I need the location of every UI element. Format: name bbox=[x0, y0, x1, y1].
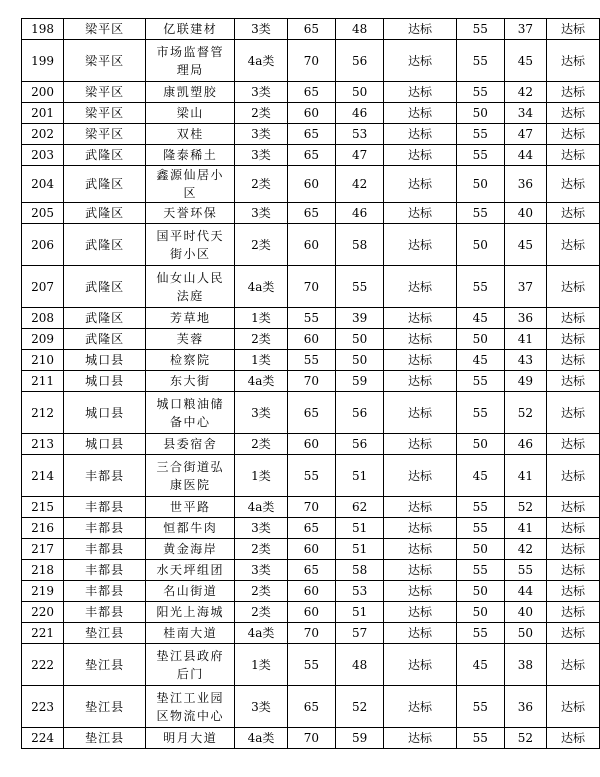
noise-monitoring-table bbox=[21, 18, 600, 749]
site-name-cell: 明月大道 bbox=[146, 728, 235, 749]
district-cell: 城口县 bbox=[64, 371, 146, 392]
day-limit-cell: 65 bbox=[287, 19, 336, 40]
night-value-cell: 50 bbox=[504, 623, 546, 644]
table-row bbox=[22, 455, 600, 497]
site-name-cell: 城口粮油储备中心 bbox=[146, 392, 235, 434]
zone-class-cell: 1类 bbox=[235, 308, 287, 329]
table-row bbox=[22, 82, 600, 103]
night-result-cell: 达标 bbox=[547, 728, 600, 749]
district-cell: 垫江县 bbox=[64, 728, 146, 749]
day-value-cell: 55 bbox=[336, 266, 384, 308]
day-value-cell: 52 bbox=[336, 686, 384, 728]
day-value-cell: 48 bbox=[336, 19, 384, 40]
district-cell: 武隆区 bbox=[64, 266, 146, 308]
district-cell: 武隆区 bbox=[64, 166, 146, 203]
night-value-cell: 47 bbox=[504, 124, 546, 145]
site-name-cell: 县委宿舍 bbox=[146, 434, 235, 455]
day-value-cell: 51 bbox=[336, 602, 384, 623]
night-value-cell: 44 bbox=[504, 581, 546, 602]
night-limit-cell: 50 bbox=[456, 103, 504, 124]
night-value-cell: 37 bbox=[504, 19, 546, 40]
table-row bbox=[22, 602, 600, 623]
night-value-cell: 43 bbox=[504, 350, 546, 371]
row-number: 213 bbox=[22, 434, 64, 455]
day-result-cell: 达标 bbox=[384, 19, 457, 40]
table-row bbox=[22, 166, 600, 203]
night-limit-cell: 55 bbox=[456, 686, 504, 728]
day-value-cell: 51 bbox=[336, 539, 384, 560]
night-value-cell: 42 bbox=[504, 539, 546, 560]
night-value-cell: 42 bbox=[504, 82, 546, 103]
table-row bbox=[22, 539, 600, 560]
day-limit-cell: 60 bbox=[287, 329, 336, 350]
night-result-cell: 达标 bbox=[547, 581, 600, 602]
night-result-cell: 达标 bbox=[547, 308, 600, 329]
night-value-cell: 52 bbox=[504, 728, 546, 749]
night-value-cell: 40 bbox=[504, 203, 546, 224]
day-result-cell: 达标 bbox=[384, 308, 457, 329]
zone-class-cell: 4a类 bbox=[235, 266, 287, 308]
day-result-cell: 达标 bbox=[384, 124, 457, 145]
day-limit-cell: 60 bbox=[287, 434, 336, 455]
night-result-cell: 达标 bbox=[547, 124, 600, 145]
zone-class-cell: 3类 bbox=[235, 124, 287, 145]
table-row bbox=[22, 329, 600, 350]
site-name-cell: 垫江县政府后门 bbox=[146, 644, 235, 686]
day-limit-cell: 65 bbox=[287, 560, 336, 581]
day-result-cell: 达标 bbox=[384, 602, 457, 623]
row-number: 205 bbox=[22, 203, 64, 224]
table-row bbox=[22, 623, 600, 644]
table-row bbox=[22, 497, 600, 518]
zone-class-cell: 2类 bbox=[235, 602, 287, 623]
row-number: 211 bbox=[22, 371, 64, 392]
table-row bbox=[22, 728, 600, 749]
night-value-cell: 40 bbox=[504, 602, 546, 623]
night-value-cell: 45 bbox=[504, 224, 546, 266]
day-result-cell: 达标 bbox=[384, 40, 457, 82]
night-limit-cell: 50 bbox=[456, 602, 504, 623]
row-number: 217 bbox=[22, 539, 64, 560]
night-limit-cell: 50 bbox=[456, 434, 504, 455]
night-result-cell: 达标 bbox=[547, 103, 600, 124]
day-value-cell: 59 bbox=[336, 371, 384, 392]
table-row bbox=[22, 124, 600, 145]
day-value-cell: 50 bbox=[336, 329, 384, 350]
night-value-cell: 36 bbox=[504, 166, 546, 203]
night-limit-cell: 45 bbox=[456, 350, 504, 371]
table-row bbox=[22, 560, 600, 581]
site-name-cell: 水天坪组团 bbox=[146, 560, 235, 581]
district-cell: 武隆区 bbox=[64, 308, 146, 329]
day-result-cell: 达标 bbox=[384, 392, 457, 434]
day-result-cell: 达标 bbox=[384, 145, 457, 166]
zone-class-cell: 4a类 bbox=[235, 497, 287, 518]
site-name-cell: 市场监督管理局 bbox=[146, 40, 235, 82]
day-limit-cell: 60 bbox=[287, 602, 336, 623]
day-result-cell: 达标 bbox=[384, 497, 457, 518]
day-limit-cell: 65 bbox=[287, 124, 336, 145]
day-result-cell: 达标 bbox=[384, 455, 457, 497]
zone-class-cell: 2类 bbox=[235, 581, 287, 602]
night-result-cell: 达标 bbox=[547, 539, 600, 560]
night-value-cell: 52 bbox=[504, 497, 546, 518]
night-value-cell: 34 bbox=[504, 103, 546, 124]
day-value-cell: 56 bbox=[336, 434, 384, 455]
day-limit-cell: 55 bbox=[287, 644, 336, 686]
day-result-cell: 达标 bbox=[384, 644, 457, 686]
day-result-cell: 达标 bbox=[384, 329, 457, 350]
table-row bbox=[22, 644, 600, 686]
row-number: 216 bbox=[22, 518, 64, 539]
day-limit-cell: 55 bbox=[287, 455, 336, 497]
site-name-cell: 康凯塑胶 bbox=[146, 82, 235, 103]
row-number: 224 bbox=[22, 728, 64, 749]
night-value-cell: 44 bbox=[504, 145, 546, 166]
row-number: 212 bbox=[22, 392, 64, 434]
day-limit-cell: 60 bbox=[287, 166, 336, 203]
night-result-cell: 达标 bbox=[547, 497, 600, 518]
table-row bbox=[22, 518, 600, 539]
district-cell: 武隆区 bbox=[64, 224, 146, 266]
district-cell: 武隆区 bbox=[64, 329, 146, 350]
site-name-cell: 东大街 bbox=[146, 371, 235, 392]
day-result-cell: 达标 bbox=[384, 371, 457, 392]
table-row bbox=[22, 308, 600, 329]
day-result-cell: 达标 bbox=[384, 518, 457, 539]
day-limit-cell: 70 bbox=[287, 728, 336, 749]
night-result-cell: 达标 bbox=[547, 40, 600, 82]
district-cell: 梁平区 bbox=[64, 124, 146, 145]
day-result-cell: 达标 bbox=[384, 434, 457, 455]
row-number: 219 bbox=[22, 581, 64, 602]
night-value-cell: 37 bbox=[504, 266, 546, 308]
site-name-cell: 阳光上海城 bbox=[146, 602, 235, 623]
table-row bbox=[22, 40, 600, 82]
night-result-cell: 达标 bbox=[547, 455, 600, 497]
district-cell: 梁平区 bbox=[64, 40, 146, 82]
night-limit-cell: 50 bbox=[456, 539, 504, 560]
night-limit-cell: 55 bbox=[456, 518, 504, 539]
site-name-cell: 隆泰稀土 bbox=[146, 145, 235, 166]
night-value-cell: 41 bbox=[504, 329, 546, 350]
day-limit-cell: 70 bbox=[287, 266, 336, 308]
day-value-cell: 48 bbox=[336, 644, 384, 686]
day-result-cell: 达标 bbox=[384, 581, 457, 602]
day-result-cell: 达标 bbox=[384, 623, 457, 644]
site-name-cell: 名山街道 bbox=[146, 581, 235, 602]
night-limit-cell: 50 bbox=[456, 581, 504, 602]
row-number: 204 bbox=[22, 166, 64, 203]
site-name-cell: 世平路 bbox=[146, 497, 235, 518]
site-name-cell: 仙女山人民法庭 bbox=[146, 266, 235, 308]
row-number: 207 bbox=[22, 266, 64, 308]
row-number: 214 bbox=[22, 455, 64, 497]
table-row bbox=[22, 266, 600, 308]
night-result-cell: 达标 bbox=[547, 602, 600, 623]
night-result-cell: 达标 bbox=[547, 266, 600, 308]
day-result-cell: 达标 bbox=[384, 103, 457, 124]
row-number: 201 bbox=[22, 103, 64, 124]
zone-class-cell: 1类 bbox=[235, 350, 287, 371]
site-name-cell: 恒都牛肉 bbox=[146, 518, 235, 539]
table-row bbox=[22, 434, 600, 455]
row-number: 218 bbox=[22, 560, 64, 581]
night-result-cell: 达标 bbox=[547, 518, 600, 539]
zone-class-cell: 3类 bbox=[235, 392, 287, 434]
day-limit-cell: 65 bbox=[287, 203, 336, 224]
site-name-cell: 芳草地 bbox=[146, 308, 235, 329]
district-cell: 丰都县 bbox=[64, 518, 146, 539]
district-cell: 丰都县 bbox=[64, 539, 146, 560]
day-limit-cell: 60 bbox=[287, 103, 336, 124]
day-value-cell: 51 bbox=[336, 518, 384, 539]
district-cell: 丰都县 bbox=[64, 497, 146, 518]
zone-class-cell: 3类 bbox=[235, 203, 287, 224]
night-limit-cell: 55 bbox=[456, 728, 504, 749]
day-value-cell: 53 bbox=[336, 581, 384, 602]
zone-class-cell: 4a类 bbox=[235, 371, 287, 392]
zone-class-cell: 3类 bbox=[235, 560, 287, 581]
zone-class-cell: 4a类 bbox=[235, 728, 287, 749]
day-value-cell: 56 bbox=[336, 40, 384, 82]
table-row bbox=[22, 103, 600, 124]
district-cell: 垫江县 bbox=[64, 623, 146, 644]
day-result-cell: 达标 bbox=[384, 686, 457, 728]
night-result-cell: 达标 bbox=[547, 224, 600, 266]
district-cell: 丰都县 bbox=[64, 581, 146, 602]
night-limit-cell: 55 bbox=[456, 266, 504, 308]
day-value-cell: 46 bbox=[336, 203, 384, 224]
day-result-cell: 达标 bbox=[384, 728, 457, 749]
day-limit-cell: 65 bbox=[287, 145, 336, 166]
day-limit-cell: 70 bbox=[287, 40, 336, 82]
day-value-cell: 62 bbox=[336, 497, 384, 518]
day-value-cell: 46 bbox=[336, 103, 384, 124]
day-limit-cell: 55 bbox=[287, 308, 336, 329]
night-value-cell: 36 bbox=[504, 686, 546, 728]
zone-class-cell: 2类 bbox=[235, 539, 287, 560]
district-cell: 丰都县 bbox=[64, 560, 146, 581]
zone-class-cell: 1类 bbox=[235, 455, 287, 497]
table-row bbox=[22, 686, 600, 728]
day-value-cell: 47 bbox=[336, 145, 384, 166]
night-value-cell: 41 bbox=[504, 518, 546, 539]
zone-class-cell: 4a类 bbox=[235, 623, 287, 644]
row-number: 202 bbox=[22, 124, 64, 145]
district-cell: 梁平区 bbox=[64, 82, 146, 103]
day-value-cell: 53 bbox=[336, 124, 384, 145]
zone-class-cell: 2类 bbox=[235, 166, 287, 203]
zone-class-cell: 2类 bbox=[235, 329, 287, 350]
night-result-cell: 达标 bbox=[547, 392, 600, 434]
day-value-cell: 50 bbox=[336, 82, 384, 103]
row-number: 222 bbox=[22, 644, 64, 686]
row-number: 221 bbox=[22, 623, 64, 644]
row-number: 209 bbox=[22, 329, 64, 350]
day-limit-cell: 60 bbox=[287, 581, 336, 602]
day-value-cell: 56 bbox=[336, 392, 384, 434]
row-number: 223 bbox=[22, 686, 64, 728]
day-result-cell: 达标 bbox=[384, 266, 457, 308]
night-limit-cell: 55 bbox=[456, 203, 504, 224]
district-cell: 武隆区 bbox=[64, 145, 146, 166]
site-name-cell: 双桂 bbox=[146, 124, 235, 145]
night-value-cell: 46 bbox=[504, 434, 546, 455]
day-limit-cell: 70 bbox=[287, 497, 336, 518]
night-limit-cell: 50 bbox=[456, 329, 504, 350]
night-value-cell: 36 bbox=[504, 308, 546, 329]
night-limit-cell: 55 bbox=[456, 40, 504, 82]
zone-class-cell: 3类 bbox=[235, 518, 287, 539]
night-value-cell: 41 bbox=[504, 455, 546, 497]
district-cell: 垫江县 bbox=[64, 644, 146, 686]
district-cell: 丰都县 bbox=[64, 455, 146, 497]
row-number: 203 bbox=[22, 145, 64, 166]
zone-class-cell: 3类 bbox=[235, 686, 287, 728]
row-number: 198 bbox=[22, 19, 64, 40]
table-row bbox=[22, 371, 600, 392]
zone-class-cell: 4a类 bbox=[235, 40, 287, 82]
day-result-cell: 达标 bbox=[384, 560, 457, 581]
table-row bbox=[22, 350, 600, 371]
site-name-cell: 垫江工业园区物流中心 bbox=[146, 686, 235, 728]
day-limit-cell: 70 bbox=[287, 623, 336, 644]
table-row bbox=[22, 581, 600, 602]
night-limit-cell: 55 bbox=[456, 497, 504, 518]
site-name-cell: 鑫源仙居小区 bbox=[146, 166, 235, 203]
day-limit-cell: 55 bbox=[287, 350, 336, 371]
night-value-cell: 55 bbox=[504, 560, 546, 581]
night-result-cell: 达标 bbox=[547, 82, 600, 103]
night-limit-cell: 55 bbox=[456, 371, 504, 392]
night-result-cell: 达标 bbox=[547, 19, 600, 40]
day-limit-cell: 65 bbox=[287, 392, 336, 434]
zone-class-cell: 3类 bbox=[235, 145, 287, 166]
night-result-cell: 达标 bbox=[547, 203, 600, 224]
night-value-cell: 52 bbox=[504, 392, 546, 434]
day-value-cell: 39 bbox=[336, 308, 384, 329]
day-result-cell: 达标 bbox=[384, 224, 457, 266]
day-value-cell: 51 bbox=[336, 455, 384, 497]
table-row bbox=[22, 145, 600, 166]
district-cell: 梁平区 bbox=[64, 19, 146, 40]
district-cell: 城口县 bbox=[64, 434, 146, 455]
district-cell: 城口县 bbox=[64, 350, 146, 371]
row-number: 200 bbox=[22, 82, 64, 103]
night-result-cell: 达标 bbox=[547, 371, 600, 392]
table-row bbox=[22, 203, 600, 224]
night-limit-cell: 50 bbox=[456, 224, 504, 266]
day-result-cell: 达标 bbox=[384, 203, 457, 224]
night-limit-cell: 55 bbox=[456, 623, 504, 644]
zone-class-cell: 1类 bbox=[235, 644, 287, 686]
night-limit-cell: 45 bbox=[456, 455, 504, 497]
site-name-cell: 芙蓉 bbox=[146, 329, 235, 350]
day-result-cell: 达标 bbox=[384, 539, 457, 560]
table-row bbox=[22, 392, 600, 434]
row-number: 220 bbox=[22, 602, 64, 623]
zone-class-cell: 2类 bbox=[235, 103, 287, 124]
day-value-cell: 58 bbox=[336, 560, 384, 581]
day-result-cell: 达标 bbox=[384, 350, 457, 371]
day-result-cell: 达标 bbox=[384, 166, 457, 203]
night-limit-cell: 45 bbox=[456, 644, 504, 686]
day-limit-cell: 70 bbox=[287, 371, 336, 392]
day-limit-cell: 65 bbox=[287, 518, 336, 539]
day-result-cell: 达标 bbox=[384, 82, 457, 103]
row-number: 208 bbox=[22, 308, 64, 329]
site-name-cell: 国平时代天街小区 bbox=[146, 224, 235, 266]
district-cell: 武隆区 bbox=[64, 203, 146, 224]
night-limit-cell: 55 bbox=[456, 560, 504, 581]
night-value-cell: 49 bbox=[504, 371, 546, 392]
night-value-cell: 45 bbox=[504, 40, 546, 82]
day-limit-cell: 65 bbox=[287, 686, 336, 728]
zone-class-cell: 2类 bbox=[235, 224, 287, 266]
row-number: 206 bbox=[22, 224, 64, 266]
site-name-cell: 桂南大道 bbox=[146, 623, 235, 644]
night-result-cell: 达标 bbox=[547, 166, 600, 203]
night-limit-cell: 50 bbox=[456, 166, 504, 203]
night-result-cell: 达标 bbox=[547, 329, 600, 350]
night-result-cell: 达标 bbox=[547, 623, 600, 644]
site-name-cell: 梁山 bbox=[146, 103, 235, 124]
night-result-cell: 达标 bbox=[547, 434, 600, 455]
night-limit-cell: 55 bbox=[456, 392, 504, 434]
day-limit-cell: 60 bbox=[287, 539, 336, 560]
site-name-cell: 检察院 bbox=[146, 350, 235, 371]
table-row bbox=[22, 19, 600, 40]
night-limit-cell: 45 bbox=[456, 308, 504, 329]
site-name-cell: 天誉环保 bbox=[146, 203, 235, 224]
zone-class-cell: 3类 bbox=[235, 82, 287, 103]
zone-class-cell: 3类 bbox=[235, 19, 287, 40]
night-result-cell: 达标 bbox=[547, 686, 600, 728]
night-result-cell: 达标 bbox=[547, 145, 600, 166]
site-name-cell: 亿联建材 bbox=[146, 19, 235, 40]
row-number: 215 bbox=[22, 497, 64, 518]
zone-class-cell: 2类 bbox=[235, 434, 287, 455]
row-number: 210 bbox=[22, 350, 64, 371]
row-number: 199 bbox=[22, 40, 64, 82]
day-value-cell: 58 bbox=[336, 224, 384, 266]
night-limit-cell: 55 bbox=[456, 19, 504, 40]
night-limit-cell: 55 bbox=[456, 124, 504, 145]
night-value-cell: 38 bbox=[504, 644, 546, 686]
district-cell: 城口县 bbox=[64, 392, 146, 434]
day-value-cell: 42 bbox=[336, 166, 384, 203]
district-cell: 丰都县 bbox=[64, 602, 146, 623]
site-name-cell: 黄金海岸 bbox=[146, 539, 235, 560]
night-limit-cell: 55 bbox=[456, 82, 504, 103]
table-row bbox=[22, 224, 600, 266]
day-limit-cell: 65 bbox=[287, 82, 336, 103]
site-name-cell: 三合街道弘康医院 bbox=[146, 455, 235, 497]
night-result-cell: 达标 bbox=[547, 350, 600, 371]
night-limit-cell: 55 bbox=[456, 145, 504, 166]
district-cell: 垫江县 bbox=[64, 686, 146, 728]
day-value-cell: 50 bbox=[336, 350, 384, 371]
day-value-cell: 59 bbox=[336, 728, 384, 749]
day-value-cell: 57 bbox=[336, 623, 384, 644]
night-result-cell: 达标 bbox=[547, 644, 600, 686]
district-cell: 梁平区 bbox=[64, 103, 146, 124]
night-result-cell: 达标 bbox=[547, 560, 600, 581]
day-limit-cell: 60 bbox=[287, 224, 336, 266]
